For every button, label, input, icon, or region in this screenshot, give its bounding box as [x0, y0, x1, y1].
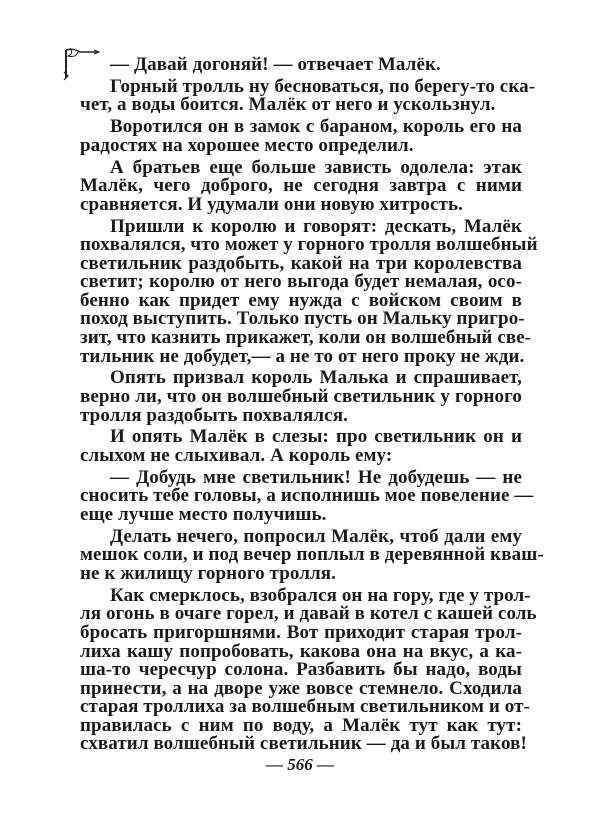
text-line: зит, что казнить прикажет, коли он волшебный све- [80, 327, 532, 349]
text-line: Воротился он в замок с бараном, король его на [110, 116, 522, 138]
text-line: правилась с ним по воду, а Малёк тут как тут: [80, 714, 522, 736]
text-line: А братьев еще больше зависть одолела: этак [110, 156, 522, 178]
text-line: поход выступить. Только пусть он Мальку пригро- [80, 308, 525, 330]
paragraph [80, 75, 536, 116]
text-line: похвалялся, что может у горного тролля волшебный [80, 234, 538, 256]
text-line: Пришли к королю и говорят: дескать, Малёк [110, 215, 522, 237]
text-line: Как смерклось, взобрался он на гору, где у трол- [110, 584, 531, 606]
text-line: Делать нечего, попросил Малёк, чтоб дали ему [110, 525, 522, 547]
paragraph [80, 156, 522, 215]
text-line: еще лучше место получишь. [80, 503, 327, 525]
page-number: — 566 — [266, 755, 334, 774]
text-line: ля огонь в очаге горел, и давай в котел с кашей соль [80, 603, 537, 625]
paragraph [80, 525, 544, 584]
text-line: старая троллиха за волшебным светильником и от- [80, 696, 530, 718]
text-line: сносить тебе головы, а исполнишь мое повеление — [80, 485, 534, 507]
text-line: ша-то чересчур солона. Разбавить бы надо, воды [80, 659, 522, 681]
paragraph [80, 466, 534, 525]
paragraph [80, 215, 538, 367]
text-line: сравняется. И удумали они новую хитрость. [80, 193, 463, 215]
text-line: верно ли, что он волшебный светильник у горного [80, 386, 522, 408]
text-line: Малёк, чего доброго, не сегодня завтра с ними [80, 175, 522, 197]
text-line: Горный тролль ну бесноваться, по берегу-то ска- [110, 75, 536, 97]
text-line: — Добудь мне светильник! Не добудешь — не [110, 466, 522, 488]
text-line: схватил волшебный светильник — да и был таков! [80, 733, 527, 755]
paragraph [80, 369, 522, 425]
text-line: тильник не добудет,— а не то от него проку не жди. [80, 345, 525, 367]
text-line: Опять призвал король Малька и спрашивает, [110, 367, 522, 389]
paragraph [80, 118, 522, 155]
text-line: бенно как придет ему нужда с войском своим в [80, 289, 522, 311]
text-line: бросать пригоршнями. Вот приходит старая трол- [80, 621, 522, 643]
paragraph [80, 584, 537, 755]
text-line: радостях на хорошее место определил. [80, 134, 414, 156]
text-line: принести, а на дворе уже вовсе стемнело. Сходила [80, 677, 522, 699]
text-line: тролля раздобыть похвалялся. [80, 404, 348, 426]
paragraph [80, 56, 522, 75]
paragraph [80, 428, 522, 465]
text-line: чет, а воды боится. Малёк от него и ускользнул. [80, 94, 496, 116]
text-line: мешок соли, и под вечер поплыл в деревянной кваш- [80, 544, 544, 566]
text-line: И опять Малёк в слезы: про светильник он и [110, 426, 522, 448]
text-line: светит; королю от него выгода будет немалая, осо- [80, 271, 522, 293]
text-line: слыхом не слыхивал. А король ему: [80, 445, 393, 466]
text-line: светильник раздобыть, какой на три королевства [80, 252, 522, 274]
page-body-text [80, 54, 544, 755]
text-line: лиха кашу попробовать, какова она на вкус, а ка- [80, 640, 522, 662]
text-line: — Давай догоняй! — отвечает Малёк. [110, 54, 441, 75]
text-line: не к жилищу горного тролля. [80, 562, 336, 584]
